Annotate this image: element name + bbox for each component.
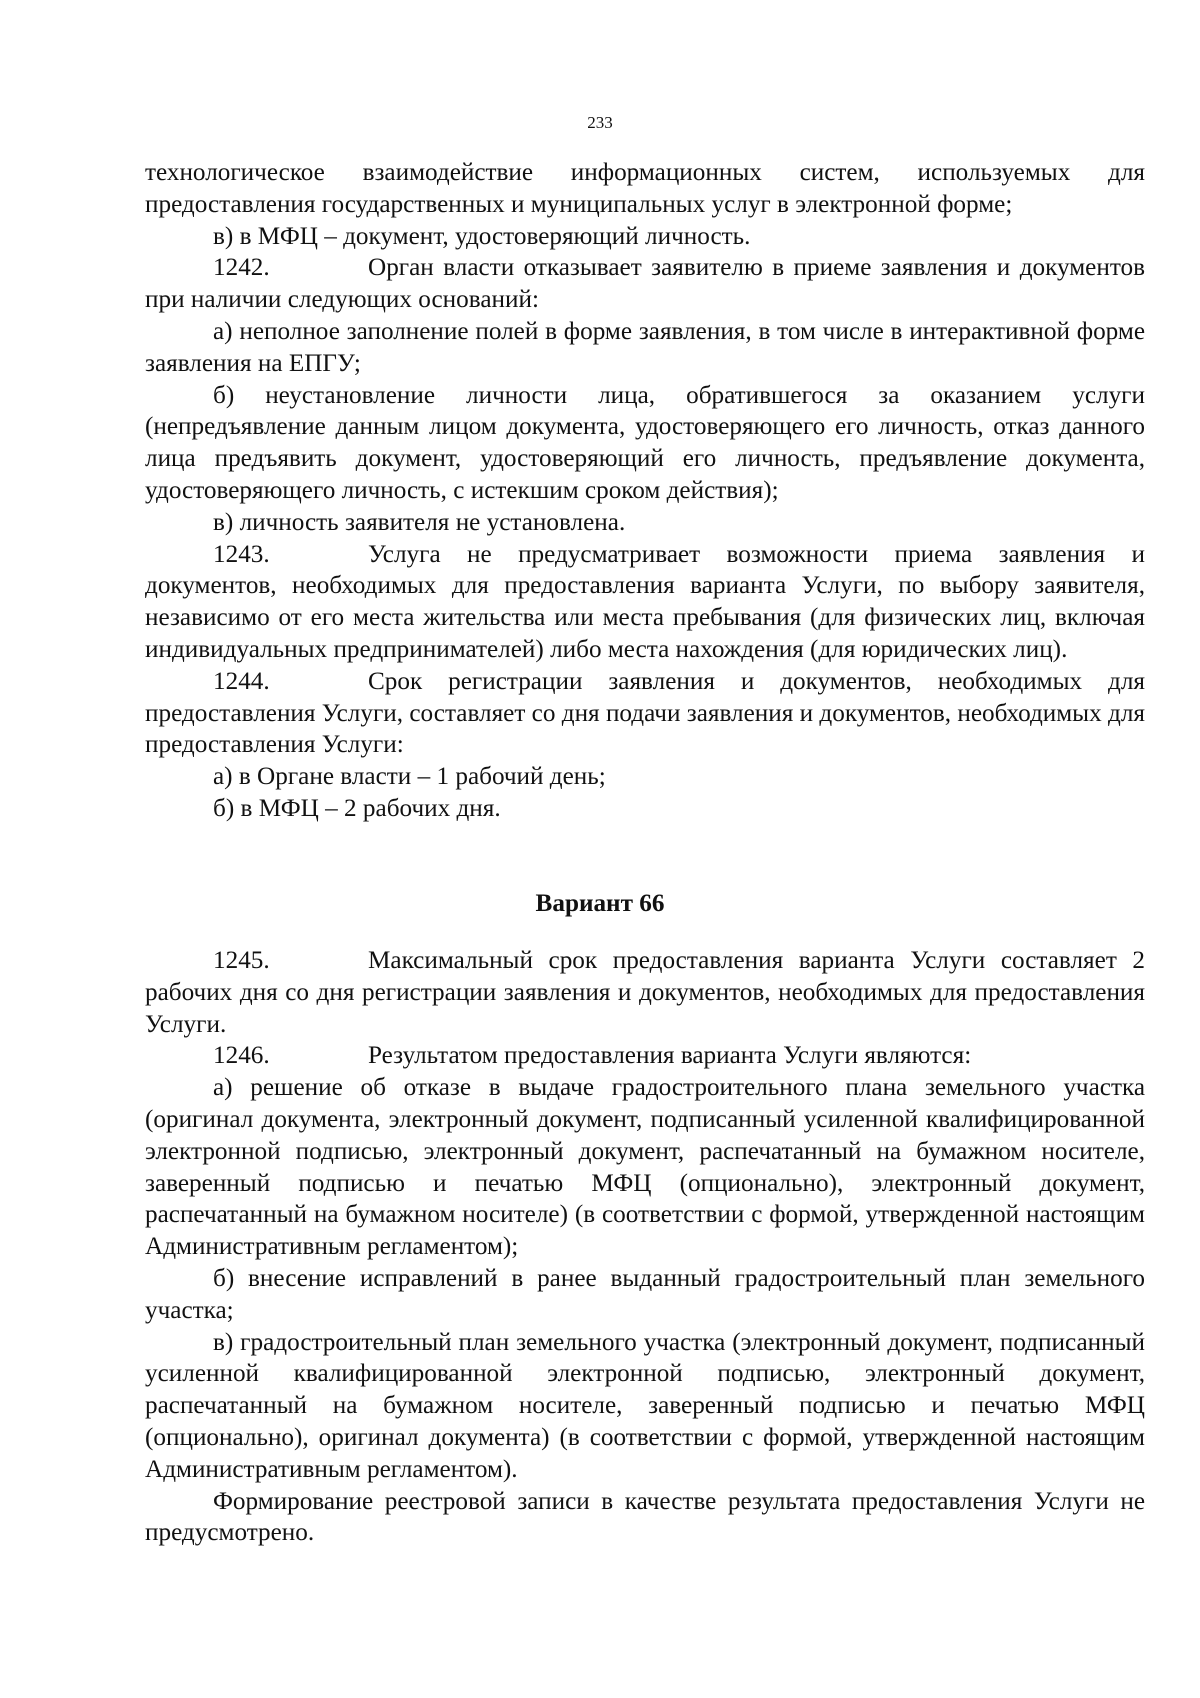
paragraph: а) в Органе власти – 1 рабочий день; — [213, 763, 606, 791]
paragraph: а) неполное заполнение полей в форме заявления, в том числе в интерактивной форме заявления на ЕПГУ; — [145, 317, 1145, 377]
clause-number: 1244. — [213, 667, 270, 695]
paragraph: в) личность заявителя не установлена. — [213, 508, 626, 536]
paragraph: б) внесение исправлений в ранее выданный градостроительный план земельного участка; — [145, 1264, 1145, 1324]
bottom-text-block — [145, 945, 1145, 1549]
clause-text: Результатом предоставления варианта Услуги являются: — [368, 1042, 972, 1070]
numbered-clause — [145, 1040, 1145, 1072]
clause-text: Орган власти отказывает заявителю в приеме заявления и документов при наличии следующих оснований: — [145, 254, 1145, 314]
paragraph: б) неустановление личности лица, обратившегося за оказанием услуги (непредъявление данным лицом документа, удостоверяющего его личность, отказ данного лица предъявить документ, удостоверяющий его личность, предъявление документа, удостоверяющего личность, с истекшим сроком действия); — [145, 381, 1145, 504]
top-text-block — [145, 157, 1145, 825]
paragraph: б) в МФЦ – 2 рабочих дня. — [213, 794, 501, 822]
clause-number: 1243. — [213, 540, 270, 568]
numbered-clause — [145, 945, 1145, 1040]
paragraph: в) градостроительный план земельного участка (электронный документ, подписанный усиленной квалифицированной электронной подписью, электронный документ, распечатанный на бумажном носителе, заверенный подписью и печатью МФЦ (опционально), оригинал документа) (в соответствии с формой, утвержденной настоящим Административным регламентом). — [145, 1328, 1145, 1483]
clause-text: Срок регистрации заявления и документов, необходимых для предоставления Услуги, составляет со дня подачи заявления и документов, необходимых для предоставления Услуги: — [145, 667, 1145, 759]
numbered-clause — [145, 666, 1145, 761]
page-number: 233 — [587, 113, 613, 132]
clause-text: Максимальный срок предоставления варианта Услуги составляет 2 рабочих дня со дня регистрации заявления и документов, необходимых для предоставления Услуги. — [145, 947, 1145, 1038]
paragraph: а) решение об отказе в выдаче градостроительного плана земельного участка (оригинал документа, электронный документ, подписанный усиленной квалифицированной электронной подписью, электронный документ, распечатанный на бумажном носителе, заверенный подписью и печатью МФЦ (опционально), электронный документ, распечатанный на бумажном носителе) (в соответствии с формой, утвержденной настоящим Административным регламентом); — [145, 1074, 1145, 1261]
paragraph-continuation: технологическое взаимодействие информационных систем, используемых для предоставления государственных и муниципальных услуг в электронной форме; — [145, 159, 1145, 218]
clause-number: 1246. — [213, 1042, 270, 1070]
paragraph: Формирование реестровой записи в качестве результата предоставления Услуги не предусмотрено. — [145, 1487, 1145, 1547]
clause-text: Услуга не предусматривает возможности приема заявления и документов, необходимых для предоставления варианта Услуги, по выбору заявителя, независимо от его места жительства или места пребывания (для физических лиц, включая индивидуальных предпринимателей) либо места нахождения (для юридических лиц). — [145, 540, 1145, 663]
section-heading: Вариант 66 — [535, 890, 665, 917]
numbered-clause — [145, 252, 1145, 316]
clause-number: 1242. — [213, 254, 270, 282]
numbered-clause — [145, 539, 1145, 666]
paragraph: в) в МФЦ – документ, удостоверяющий личность. — [213, 222, 751, 250]
clause-number: 1245. — [213, 947, 270, 974]
